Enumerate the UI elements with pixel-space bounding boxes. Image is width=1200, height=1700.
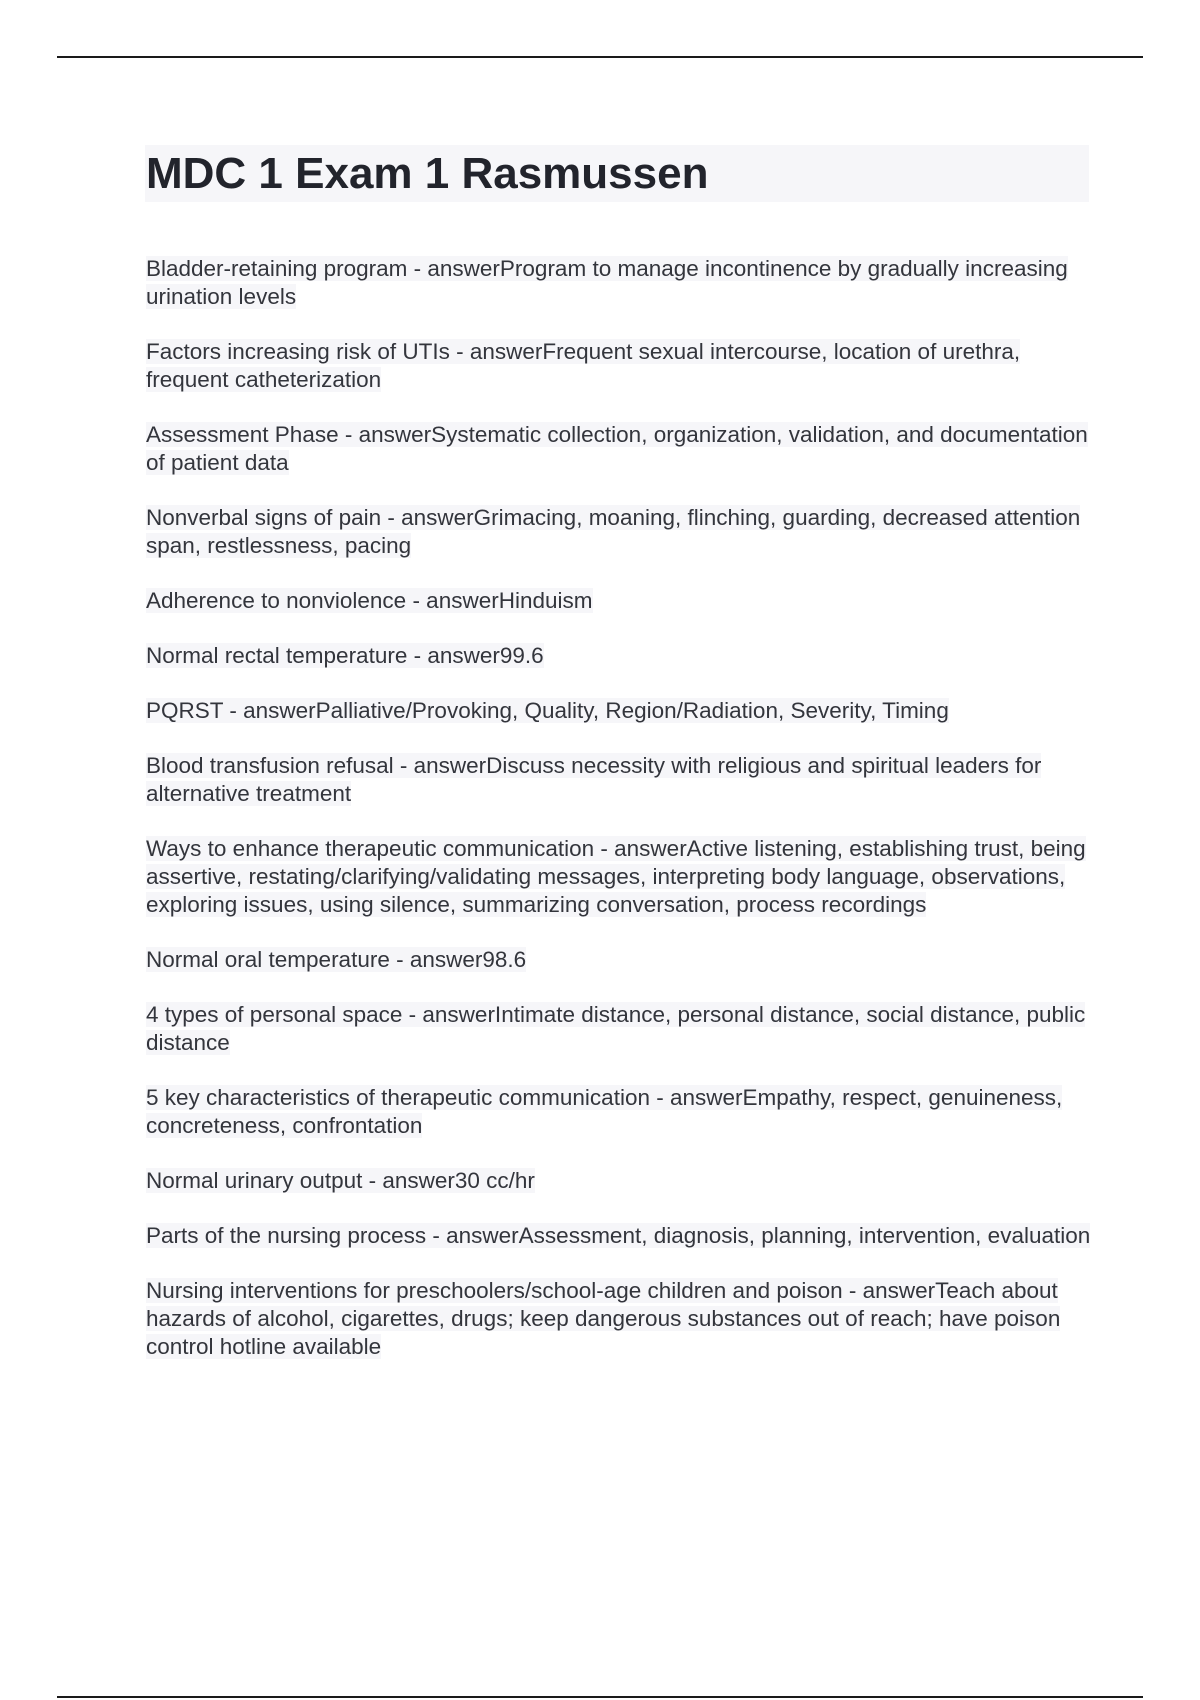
qa-item bbox=[146, 1001, 1096, 1057]
qa-item bbox=[146, 421, 1096, 477]
qa-text: Normal oral temperature - answer98.6 bbox=[146, 947, 527, 972]
qa-item bbox=[146, 1277, 1096, 1361]
qa-text: Normal urinary output - answer30 cc/hr bbox=[146, 1168, 535, 1193]
qa-text: Adherence to nonviolence - answerHinduism bbox=[146, 588, 593, 613]
qa-item bbox=[146, 338, 1096, 394]
qa-text: Nursing interventions for preschoolers/school-age children and poison - answerTeach about hazards of alcohol, cigarettes, drugs; keep dangerous substances out of reach; have poison control hotline available bbox=[146, 1278, 1061, 1359]
qa-item bbox=[146, 752, 1096, 808]
qa-text: Parts of the nursing process - answerAssessment, diagnosis, planning, intervention, evaluation bbox=[146, 1223, 1091, 1248]
qa-item bbox=[146, 946, 1096, 974]
document-title: MDC 1 Exam 1 Rasmussen bbox=[146, 149, 709, 198]
qa-item bbox=[146, 1084, 1096, 1140]
qa-text: 4 types of personal space - answerIntimate distance, personal distance, social distance, public distance bbox=[146, 1002, 1086, 1055]
qa-text: 5 key characteristics of therapeutic communication - answerEmpathy, respect, genuineness, concreteness, confrontation bbox=[146, 1085, 1063, 1138]
qa-text: Blood transfusion refusal - answerDiscuss necessity with religious and spiritual leaders for alternative treatment bbox=[146, 753, 1042, 806]
qa-text: Normal rectal temperature - answer99.6 bbox=[146, 643, 544, 668]
bottom-rule bbox=[57, 1696, 1143, 1698]
qa-item bbox=[146, 642, 1096, 670]
top-rule bbox=[57, 56, 1143, 58]
qa-item bbox=[146, 587, 1096, 615]
qa-item bbox=[146, 835, 1096, 919]
qa-text: Ways to enhance therapeutic communication - answerActive listening, establishing trust, being assertive, restating/clarifying/validating messages, interpreting body language, observations, exploring issues, using silence, summarizing conversation, process recordings bbox=[146, 836, 1086, 917]
qa-text: Factors increasing risk of UTIs - answerFrequent sexual intercourse, location of urethra, frequent catheterization bbox=[146, 339, 1021, 392]
qa-text: PQRST - answerPalliative/Provoking, Quality, Region/Radiation, Severity, Timing bbox=[146, 698, 949, 723]
qa-item bbox=[146, 255, 1096, 311]
qa-list bbox=[146, 255, 1096, 1388]
qa-text: Assessment Phase - answerSystematic collection, organization, validation, and documentation of patient data bbox=[146, 422, 1088, 475]
qa-item bbox=[146, 697, 1096, 725]
qa-item bbox=[146, 1222, 1096, 1250]
qa-item bbox=[146, 504, 1096, 560]
qa-text: Nonverbal signs of pain - answerGrimacing, moaning, flinching, guarding, decreased attention span, restlessness, pacing bbox=[146, 505, 1081, 558]
qa-item bbox=[146, 1167, 1096, 1195]
qa-text: Bladder-retaining program - answerProgram to manage incontinence by gradually increasing urination levels bbox=[146, 256, 1068, 309]
